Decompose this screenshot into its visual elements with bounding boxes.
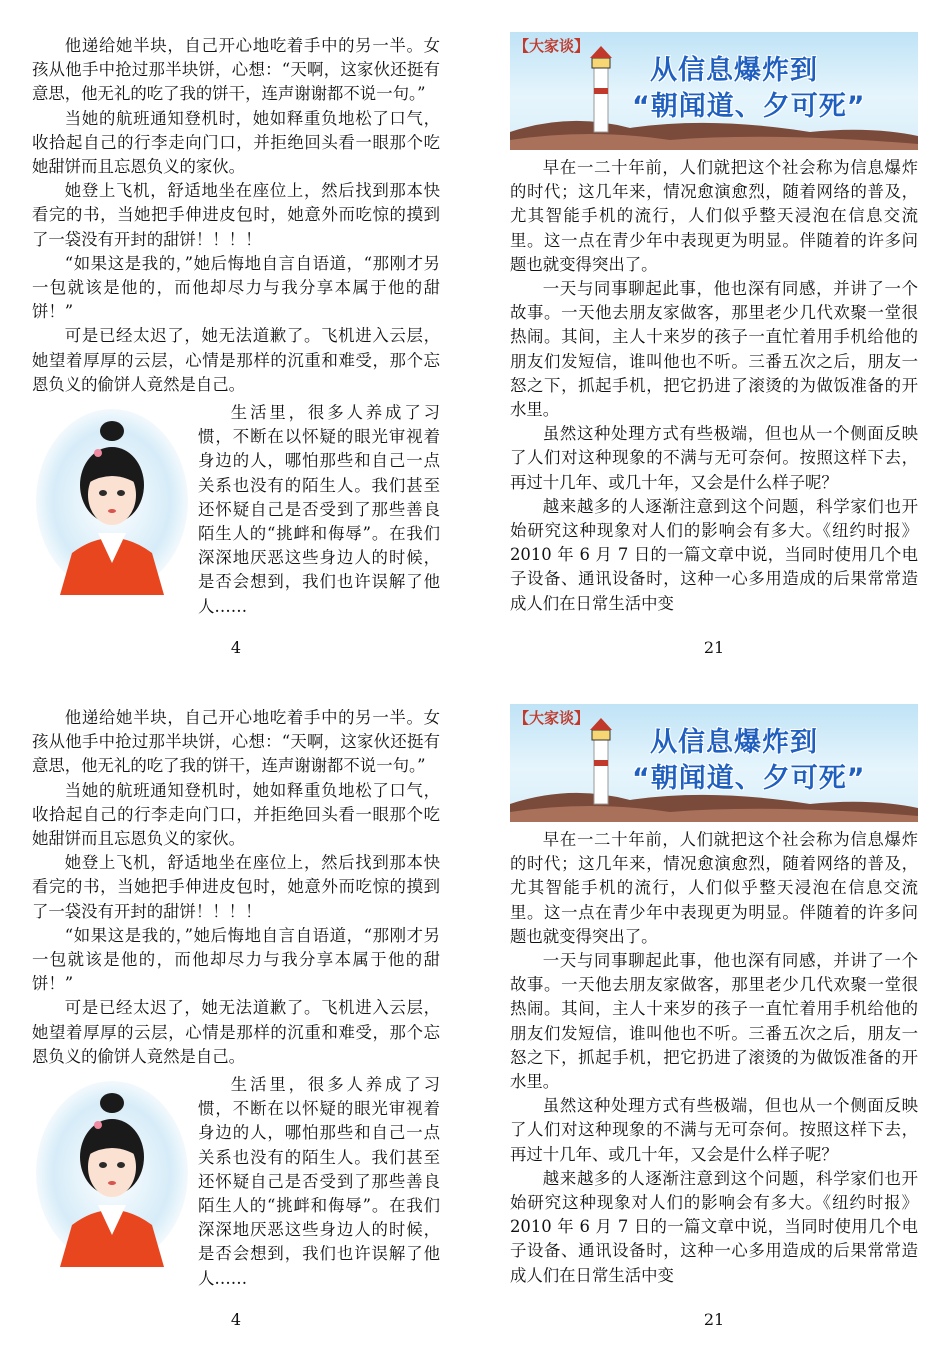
- paragraph: 当她的航班通知登机时，她如释重负地松了口气，收拾起自己的行李走向门口，并拒绝回头看一眼那个吃她甜饼而且忘恩负义的家伙。: [32, 108, 440, 177]
- girl-illustration-icon: [32, 1075, 192, 1267]
- girl-illustration-icon: [32, 403, 192, 595]
- paragraph: 生活里，很多人养成了习惯，不断在以怀疑的眼光审视着身边的人，哪怕那些和自己一点关系也没有的陌生人。我们甚至还怀疑自己是否受到了那些善良陌生人的“挑衅和侮辱”。在我们深深地厌恶这些身边人的时候，是否会想到，我们也许误解了他人……: [198, 403, 440, 616]
- article-banner: [510, 32, 918, 150]
- paragraph: 他递给她半块，自己开心地吃着手中的另一半。女孩从他手中抢过那半块饼，心想：“天啊，这家伙还挺有意思，他无礼的吃了我的饼干，连声谢谢都不说一句。”: [32, 36, 440, 104]
- page-number: 4: [230, 1310, 242, 1329]
- banner-tag: 【大家谈】: [514, 709, 590, 727]
- banner-tag: 【大家谈】: [514, 37, 590, 55]
- article-banner: [510, 704, 918, 822]
- wrap-section: [32, 397, 440, 619]
- paragraph: 可是已经太迟了，她无法道歉了。飞机进入云层，她望着厚厚的云层，心情是那样的沉重和难受，那个忘恩负义的偷饼人竟然是自己。: [32, 998, 440, 1066]
- paragraph: 越来越多的人逐渐注意到这个问题，科学家们也开始研究这种现象对人们的影响会有多大。《纽约时报》2010 年 6 月 7 日的一篇文章中说，当同时使用几个电子设备、通讯设备时，这种一心多用造成的后果常常造成人们在日常生活中变: [510, 1168, 918, 1285]
- banner-title-line1: 从信息爆炸到: [650, 55, 818, 86]
- paragraph: 当她的航班通知登机时，她如释重负地松了口气，收拾起自己的行李走向门口，并拒绝回头看一眼那个吃她甜饼而且忘恩负义的家伙。: [32, 780, 440, 849]
- right-column-top: [510, 32, 918, 616]
- page-number: 21: [703, 1310, 725, 1329]
- paragraph: “如果这是我的，”她后悔地自言自语道，“那刚才另一包就该是他的，而他却尽力与我分享本属于他的甜饼！”: [32, 253, 440, 322]
- page-number: 21: [703, 638, 725, 657]
- paragraph: 虽然这种处理方式有些极端，但也从一个侧面反映了人们对这种现象的不满与无可奈何。按照这样下去，再过十几年、或几十年，又会是什么样子呢？: [510, 424, 918, 492]
- paragraph: 他递给她半块，自己开心地吃着手中的另一半。女孩从他手中抢过那半块饼，心想：“天啊，这家伙还挺有意思，他无礼的吃了我的饼干，连声谢谢都不说一句。”: [32, 708, 440, 776]
- paragraph: 可是已经太迟了，她无法道歉了。飞机进入云层，她望着厚厚的云层，心情是那样的沉重和难受，那个忘恩负义的偷饼人竟然是自己。: [32, 326, 440, 394]
- right-column-bottom: [510, 704, 918, 1288]
- paragraph: 早在一二十年前，人们就把这个社会称为信息爆炸的时代；这几年来，情况愈演愈烈，随着网络的普及，尤其智能手机的流行，人们似乎整天浸泡在信息交流里。这一点在青少年中表现更为明显。伴随着的许多问题也就变得突出了。: [510, 158, 918, 274]
- paragraph: 早在一二十年前，人们就把这个社会称为信息爆炸的时代；这几年来，情况愈演愈烈，随着网络的普及，尤其智能手机的流行，人们似乎整天浸泡在信息交流里。这一点在青少年中表现更为明显。伴随着的许多问题也就变得突出了。: [510, 830, 918, 946]
- banner-title-line2: “朝闻道、夕可死”: [632, 763, 866, 794]
- wrap-section: [32, 1069, 440, 1291]
- paragraph: 虽然这种处理方式有些极端，但也从一个侧面反映了人们对这种现象的不满与无可奈何。按照这样下去，再过十几年、或几十年，又会是什么样子呢？: [510, 1096, 918, 1164]
- banner-title-line2: “朝闻道、夕可死”: [632, 91, 866, 122]
- paragraph: 一天与同事聊起此事，他也深有同感，并讲了一个故事。一天他去朋友家做客，那里老少几代欢聚一堂很热闹。其间，主人十来岁的孩子一直忙着用手机给他的朋友们发短信，谁叫他也不听。三番五次之后，朋友一怒之下，抓起手机，把它扔进了滚烫的为做饭准备的开水里。: [510, 951, 918, 1092]
- paragraph: 越来越多的人逐渐注意到这个问题，科学家们也开始研究这种现象对人们的影响会有多大。《纽约时报》2010 年 6 月 7 日的一篇文章中说，当同时使用几个电子设备、通讯设备时，这种一心多用造成的后果常常造成人们在日常生活中变: [510, 496, 918, 613]
- paragraph: 她登上飞机，舒适地坐在座位上，然后找到那本快看完的书，当她把手伸进皮包时，她意外而吃惊的摸到了一袋没有开封的甜饼！！！！: [32, 853, 440, 921]
- paragraph: “如果这是我的，”她后悔地自言自语道，“那刚才另一包就该是他的，而他却尽力与我分享本属于他的甜饼！”: [32, 925, 440, 994]
- banner-title-line1: 从信息爆炸到: [650, 727, 818, 758]
- page-number: 4: [230, 638, 242, 657]
- left-column-bottom: [32, 706, 440, 1291]
- paragraph: 生活里，很多人养成了习惯，不断在以怀疑的眼光审视着身边的人，哪怕那些和自己一点关系也没有的陌生人。我们甚至还怀疑自己是否受到了那些善良陌生人的“挑衅和侮辱”。在我们深深地厌恶这些身边人的时候，是否会想到，我们也许误解了他人……: [198, 1075, 440, 1288]
- paragraph: 一天与同事聊起此事，他也深有同感，并讲了一个故事。一天他去朋友家做客，那里老少几代欢聚一堂很热闹。其间，主人十来岁的孩子一直忙着用手机给他的朋友们发短信，谁叫他也不听。三番五次之后，朋友一怒之下，抓起手机，把它扔进了滚烫的为做饭准备的开水里。: [510, 279, 918, 420]
- paragraph: 她登上飞机，舒适地坐在座位上，然后找到那本快看完的书，当她把手伸进皮包时，她意外而吃惊的摸到了一袋没有开封的甜饼！！！！: [32, 181, 440, 249]
- left-column-top: [32, 34, 440, 619]
